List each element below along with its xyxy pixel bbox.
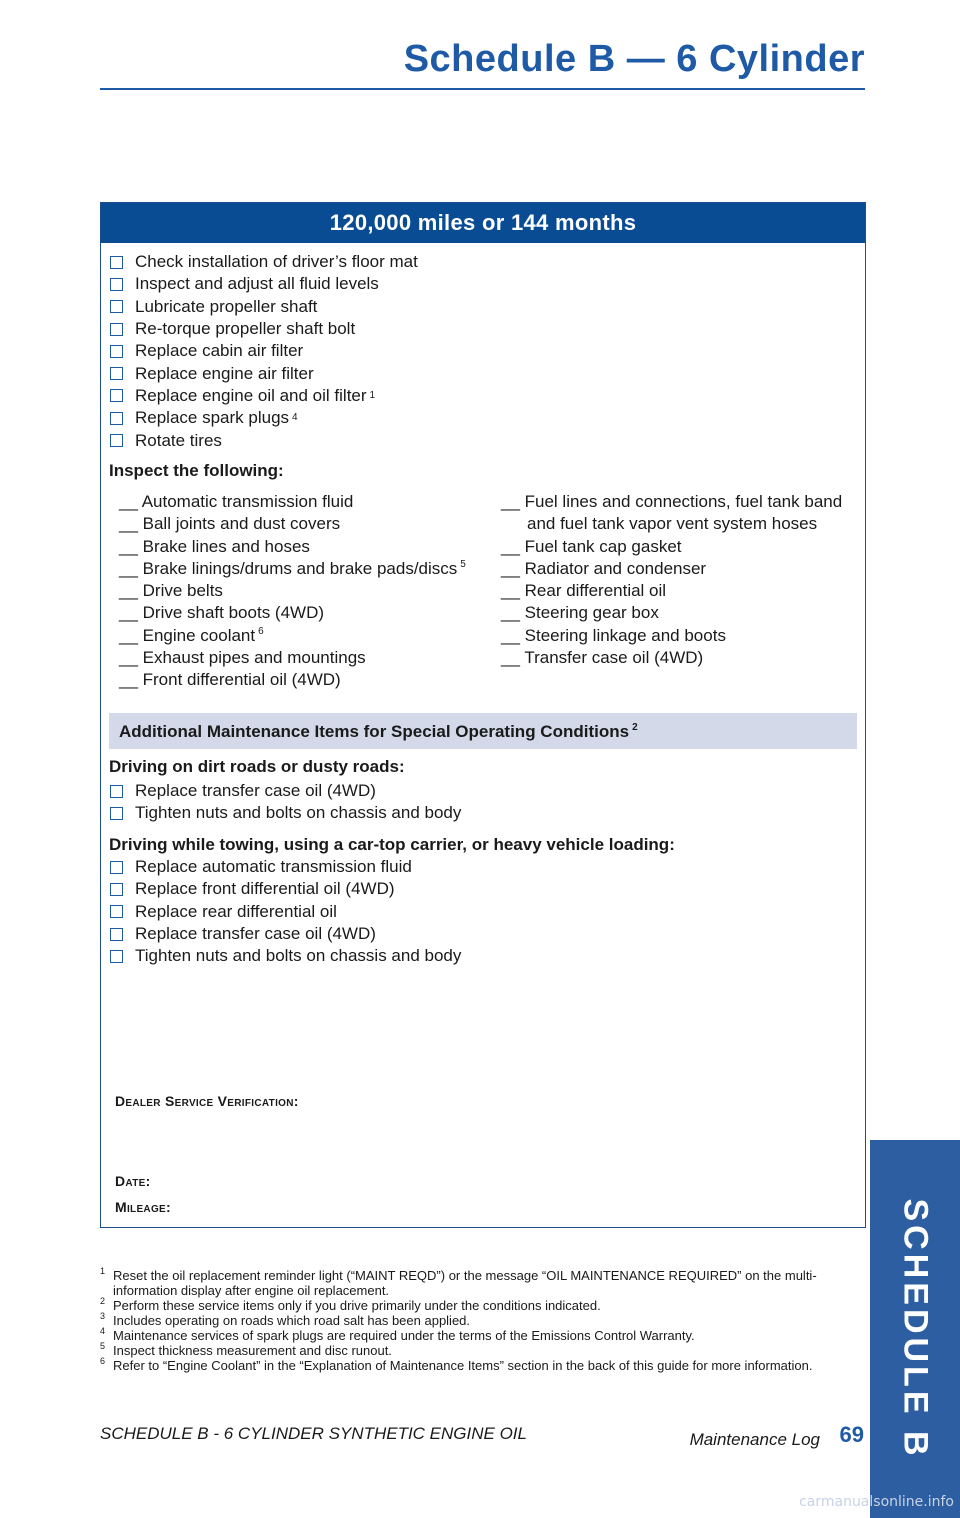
list-item bbox=[119, 513, 466, 535]
item-label: Replace engine air filter bbox=[135, 363, 314, 383]
list-item bbox=[119, 558, 466, 580]
list-item bbox=[110, 318, 418, 340]
special-conditions-heading bbox=[109, 713, 857, 749]
inspect-label: __ Steering linkage and boots bbox=[501, 625, 726, 645]
list-item bbox=[110, 780, 461, 802]
footnote-text: Perform these service items only if you drive primarily under the conditions indicated. bbox=[113, 1298, 601, 1313]
list-item bbox=[110, 340, 418, 362]
list-item: Replace spark plugs 4 bbox=[110, 407, 418, 429]
list-item bbox=[501, 491, 842, 513]
item-label: Re-torque propeller shaft bolt bbox=[135, 319, 356, 339]
title-rule bbox=[100, 88, 865, 90]
footnote bbox=[100, 1358, 860, 1373]
list-item bbox=[110, 429, 418, 451]
inspect-label: and fuel tank vapor vent system hoses bbox=[527, 514, 818, 534]
checkbox-icon[interactable] bbox=[110, 389, 123, 402]
footnote-ref: 6 bbox=[258, 626, 264, 638]
checkbox-icon[interactable] bbox=[110, 256, 123, 269]
footnote bbox=[100, 1313, 860, 1328]
item-label: Tighten nuts and bolts on chassis and body bbox=[135, 803, 462, 823]
checkbox-icon[interactable] bbox=[110, 883, 123, 896]
checkbox-icon[interactable] bbox=[110, 345, 123, 358]
list-item bbox=[119, 625, 466, 647]
inspect-label: __ Drive shaft boots (4WD) bbox=[119, 603, 325, 623]
list-item bbox=[501, 602, 842, 624]
inspect-label: __ Fuel tank cap gasket bbox=[501, 536, 682, 556]
interval-heading: 120,000 miles or 144 months bbox=[101, 203, 865, 243]
side-tab-label: SCHEDULE B bbox=[896, 1198, 935, 1460]
list-item-continuation bbox=[501, 513, 842, 535]
list-item bbox=[110, 901, 461, 923]
footnote bbox=[100, 1298, 860, 1313]
list-item: Replace engine oil and oil filter 1 bbox=[110, 385, 418, 407]
item-label: Lubricate propeller shaft bbox=[135, 296, 318, 316]
footnote-number: 3 bbox=[100, 1311, 106, 1321]
list-item bbox=[119, 491, 466, 513]
footnote-number: 5 bbox=[100, 1341, 106, 1351]
footnote-number: 4 bbox=[100, 1326, 106, 1336]
list-item bbox=[501, 580, 842, 602]
item-label: Replace automatic transmission fluid bbox=[135, 857, 412, 877]
inspect-label: __ Engine coolant bbox=[119, 625, 256, 645]
item-label: Replace cabin air filter bbox=[135, 341, 304, 361]
list-item bbox=[110, 296, 418, 318]
checkbox-icon[interactable] bbox=[110, 928, 123, 941]
inspect-label: __ Rear differential oil bbox=[501, 581, 667, 601]
footnote bbox=[100, 1343, 860, 1358]
inspect-label: __ Front differential oil (4WD) bbox=[119, 670, 341, 690]
footnote-text: Maintenance services of spark plugs are required under the terms of the Emissions Control Warranty. bbox=[113, 1328, 695, 1343]
inspect-label: __ Fuel lines and connections, fuel tank band bbox=[501, 492, 843, 511]
footnote-number: 2 bbox=[100, 1296, 106, 1306]
list-item bbox=[110, 878, 461, 900]
item-label: Replace transfer case oil (4WD) bbox=[135, 924, 376, 944]
checkbox-icon[interactable] bbox=[110, 785, 123, 798]
inspect-label: __ Radiator and condenser bbox=[501, 558, 707, 578]
list-item bbox=[110, 251, 418, 273]
checkbox-icon[interactable] bbox=[110, 950, 123, 963]
checkbox-icon[interactable] bbox=[110, 300, 123, 313]
inspect-label: __ Steering gear box bbox=[501, 603, 659, 623]
condition-checklist bbox=[110, 780, 461, 825]
footnote-ref: 2 bbox=[632, 722, 638, 734]
list-item bbox=[501, 558, 842, 580]
inspect-label: __ Exhaust pipes and mountings bbox=[119, 648, 366, 668]
side-tab bbox=[870, 1140, 960, 1518]
item-label: Rotate tires bbox=[135, 430, 222, 450]
watermark: carmanualsonline.info bbox=[799, 1494, 954, 1510]
inspect-label: __ Transfer case oil (4WD) bbox=[501, 648, 704, 668]
footer-log-label: Maintenance Log bbox=[689, 1430, 820, 1449]
item-label: Replace rear differential oil bbox=[135, 901, 337, 921]
page-number: 69 bbox=[839, 1422, 864, 1447]
footnote bbox=[100, 1328, 860, 1343]
footnote-number: 1 bbox=[100, 1266, 106, 1276]
checkbox-icon[interactable] bbox=[110, 861, 123, 874]
list-item bbox=[119, 647, 466, 669]
list-item bbox=[501, 647, 842, 669]
checkbox-icon[interactable] bbox=[110, 434, 123, 447]
list-item bbox=[119, 580, 466, 602]
inspect-label: __ Automatic transmission fluid bbox=[119, 492, 354, 511]
list-item bbox=[110, 362, 418, 384]
footnotes bbox=[100, 1268, 860, 1373]
footnote-text: Inspect thickness measurement and disc runout. bbox=[113, 1343, 392, 1358]
inspect-heading: Inspect the following: bbox=[109, 461, 284, 480]
list-item bbox=[119, 669, 466, 691]
special-heading-text: Additional Maintenance Items for Special Operating Conditions bbox=[119, 722, 630, 741]
inspect-label: __ Drive belts bbox=[119, 581, 223, 601]
list-item bbox=[119, 536, 466, 558]
service-checklist bbox=[110, 251, 418, 452]
list-item bbox=[110, 923, 461, 945]
checkbox-icon[interactable] bbox=[110, 905, 123, 918]
inspect-label: __ Ball joints and dust covers bbox=[119, 514, 341, 534]
item-label: Replace front differential oil (4WD) bbox=[135, 879, 395, 899]
mileage-label: Mileage: bbox=[115, 1199, 171, 1215]
item-label: Replace transfer case oil (4WD) bbox=[135, 781, 376, 801]
condition-checklist bbox=[110, 856, 461, 967]
page-title: Schedule B — 6 Cylinder bbox=[403, 38, 865, 80]
condition-heading: Driving while towing, using a car-top carrier, or heavy vehicle loading: bbox=[109, 835, 675, 854]
item-label: Inspect and adjust all fluid levels bbox=[135, 274, 379, 294]
footnote-text: Reset the oil replacement reminder light (“MAINT REQD”) or the message “OIL MAINTENANCE REQUIRED” on the multi-information display after engine oil replacement. bbox=[113, 1268, 817, 1298]
inspect-label: __ Brake linings/drums and brake pads/discs bbox=[119, 558, 458, 578]
inspect-list-left bbox=[119, 491, 466, 692]
checkbox-icon[interactable] bbox=[110, 323, 123, 336]
footer-schedule-label: SCHEDULE B - 6 CYLINDER SYNTHETIC ENGINE OIL bbox=[100, 1424, 527, 1443]
inspect-list-right bbox=[501, 491, 842, 669]
footnote-text: Includes operating on roads which road salt has been applied. bbox=[113, 1313, 471, 1328]
footnote-ref: 5 bbox=[460, 559, 466, 571]
list-item bbox=[110, 945, 461, 967]
list-item bbox=[501, 625, 842, 647]
dealer-verification-label: Dealer Service Verification: bbox=[115, 1093, 299, 1109]
checkbox-icon[interactable] bbox=[110, 278, 123, 291]
inspect-label: __ Brake lines and hoses bbox=[119, 536, 310, 556]
footnote bbox=[100, 1268, 860, 1298]
checkbox-icon[interactable] bbox=[110, 412, 123, 425]
list-item bbox=[110, 856, 461, 878]
list-item bbox=[110, 802, 461, 824]
item-label: Tighten nuts and bolts on chassis and body bbox=[135, 946, 462, 966]
condition-heading: Driving on dirt roads or dusty roads: bbox=[109, 757, 405, 776]
footnote-text: Refer to “Engine Coolant” in the “Explanation of Maintenance Items” section in the back of this guide for more information. bbox=[113, 1358, 813, 1373]
item-label: Replace engine oil and oil filter bbox=[135, 385, 367, 405]
item-label: Check installation of driver’s floor mat bbox=[135, 252, 418, 272]
date-label: Date: bbox=[115, 1173, 151, 1189]
list-item bbox=[119, 602, 466, 624]
list-item bbox=[501, 536, 842, 558]
item-label: Replace spark plugs bbox=[135, 408, 290, 428]
maintenance-box bbox=[100, 202, 866, 1228]
list-item bbox=[110, 273, 418, 295]
footnote-number: 6 bbox=[100, 1356, 106, 1366]
checkbox-icon[interactable] bbox=[110, 807, 123, 820]
checkbox-icon[interactable] bbox=[110, 367, 123, 380]
